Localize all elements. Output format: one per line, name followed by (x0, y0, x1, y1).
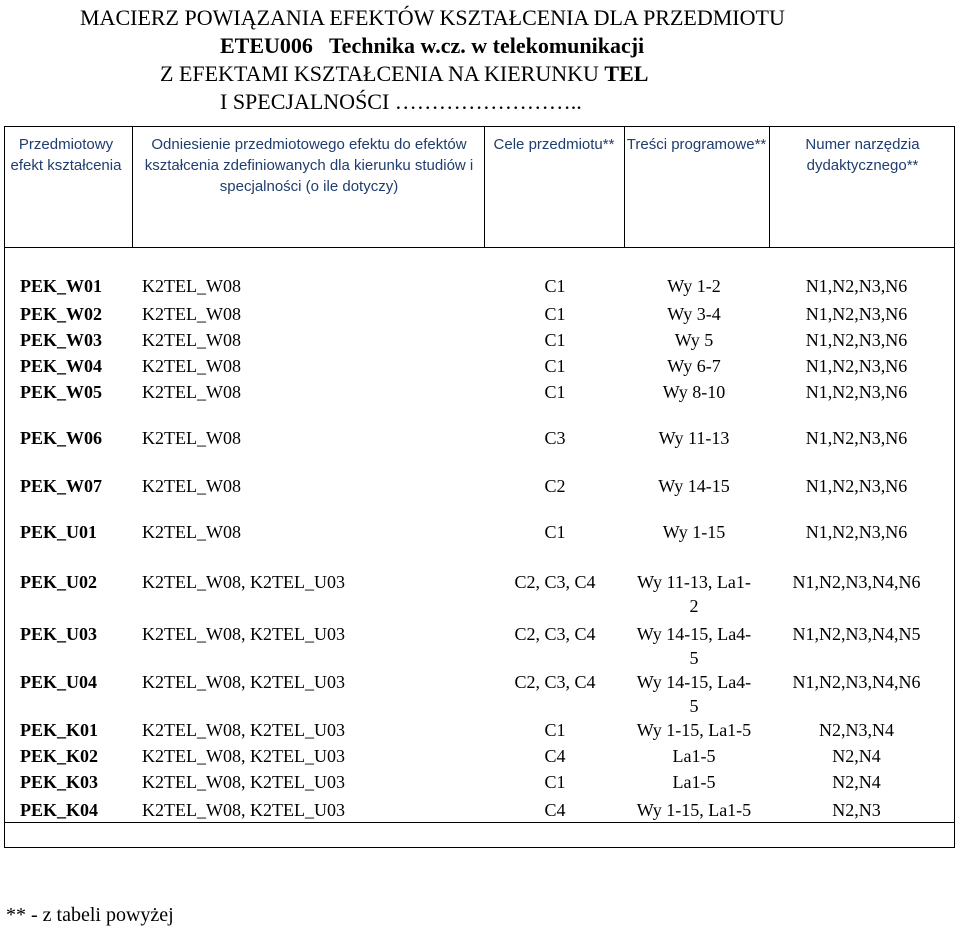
title-line-4: I SPECJALNOŚCI …………………….. (220, 89, 582, 114)
field-reference: K2TEL_W08, K2TEL_U03 (142, 746, 345, 766)
learning-outcome-id: PEK_U04 (20, 672, 98, 692)
teaching-tool: N1,N2,N3,N4,N6 (792, 572, 921, 592)
field-reference: K2TEL_W08 (142, 276, 241, 296)
course-goal: C1 (544, 772, 566, 792)
program-content: Wy 14-15, La4- 5 (636, 624, 752, 668)
title-line-1: MACIERZ POWIĄZANIA EFEKTÓW KSZTAŁCENIA DLA PRZEDMIOTU (80, 5, 785, 30)
field-reference: K2TEL_W08, K2TEL_U03 (142, 720, 345, 740)
program-content: Wy 1-15 (662, 522, 726, 542)
program-content: Wy 11-13, La1- 2 (637, 572, 751, 616)
course-goal: C1 (544, 276, 566, 296)
field-reference: K2TEL_W08, K2TEL_U03 (142, 772, 345, 792)
learning-outcome-id: PEK_U03 (20, 624, 98, 644)
learning-outcome-id: PEK_K02 (20, 746, 99, 766)
teaching-tool: N1,N2,N3,N6 (805, 522, 908, 542)
learning-outcome-id: PEK_K01 (20, 720, 99, 740)
title-line-3-text: Z EFEKTAMI KSZTAŁCENIA NA KIERUNKU (160, 61, 605, 86)
course-goal: C1 (544, 330, 566, 350)
program-content: Wy 6-7 (667, 356, 721, 376)
learning-outcome-id: PEK_W06 (20, 428, 103, 448)
learning-outcome-id: PEK_U02 (20, 572, 98, 592)
header-teaching-tool: Numer narzędzia dydaktycznego** (805, 136, 920, 174)
field-reference: K2TEL_W08, K2TEL_U03 (142, 624, 345, 644)
program-content: La1-5 (672, 772, 716, 792)
program-content: Wy 1-2 (667, 276, 721, 296)
title-line-2 (80, 32, 840, 60)
course-goal: C2, C3, C4 (514, 624, 596, 644)
bottom-divider (4, 822, 955, 823)
field-reference: K2TEL_W08 (142, 356, 241, 376)
program-content: Wy 11-13 (658, 428, 730, 448)
program-content: La1-5 (672, 746, 716, 766)
teaching-tool: N1,N2,N3,N6 (805, 304, 908, 324)
course-goal: C4 (544, 800, 566, 820)
course-goal: C2 (544, 476, 566, 496)
field-reference: K2TEL_W08 (142, 522, 241, 542)
course-goal: C3 (544, 428, 566, 448)
header-program-content: Treści programowe** (626, 136, 767, 153)
field-code: TEL (604, 61, 649, 86)
course-goal: C1 (544, 356, 566, 376)
course-goal: C1 (544, 304, 566, 324)
learning-outcome-id: PEK_W01 (20, 276, 103, 296)
learning-outcome-id: PEK_K04 (20, 800, 99, 820)
teaching-tool: N1,N2,N3,N4,N6 (792, 672, 921, 692)
program-content: Wy 8-10 (662, 382, 726, 402)
teaching-tool: N2,N3 (832, 800, 881, 820)
field-reference: K2TEL_W08, K2TEL_U03 (142, 572, 345, 592)
learning-outcome-id: PEK_W05 (20, 382, 103, 402)
teaching-tool: N1,N2,N3,N6 (805, 476, 908, 496)
program-content: Wy 14-15 (658, 476, 730, 496)
program-content: Wy 1-15, La1-5 (636, 720, 752, 740)
field-reference: K2TEL_W08 (142, 304, 241, 324)
program-content: Wy 3-4 (667, 304, 721, 324)
footnote: ** - z tabeli powyżej (6, 904, 174, 926)
field-reference: K2TEL_W08 (142, 428, 241, 448)
teaching-tool: N1,N2,N3,N4,N5 (792, 624, 921, 644)
course-goal: C1 (544, 720, 566, 740)
title-line-3 (80, 60, 840, 88)
field-reference: K2TEL_W08 (142, 382, 241, 402)
learning-outcome-id: PEK_K03 (20, 772, 99, 792)
learning-outcome-id: PEK_U01 (20, 522, 98, 542)
course-code: ETEU006 (220, 33, 313, 58)
field-reference: K2TEL_W08 (142, 476, 241, 496)
teaching-tool: N1,N2,N3,N6 (805, 330, 908, 350)
course-goal: C2, C3, C4 (514, 672, 596, 692)
course-goal: C1 (544, 522, 566, 542)
learning-outcome-id: PEK_W07 (20, 476, 103, 496)
field-reference: K2TEL_W08, K2TEL_U03 (142, 672, 345, 692)
program-content: Wy 1-15, La1-5 (636, 800, 752, 820)
header-field-reference: Odniesienie przedmiotowego efektu do efektów kształcenia zdefiniowanych dla kierunku studiów i specjalności (o ile dotyczy) (144, 136, 474, 195)
teaching-tool: N1,N2,N3,N6 (805, 356, 908, 376)
field-reference: K2TEL_W08, K2TEL_U03 (142, 800, 345, 820)
course-goal: C2, C3, C4 (514, 572, 596, 592)
document-title (80, 4, 840, 116)
teaching-tool: N2,N4 (832, 772, 881, 792)
program-content: Wy 5 (674, 330, 714, 350)
field-reference: K2TEL_W08 (142, 330, 241, 350)
header-course-goals: Cele przedmiotu** (493, 136, 615, 153)
header-divider (4, 247, 955, 248)
header-learning-outcome: Przedmiotowy efekt kształcenia (10, 136, 122, 174)
learning-outcome-id: PEK_W03 (20, 330, 103, 350)
program-content: Wy 14-15, La4- 5 (636, 672, 752, 716)
teaching-tool: N1,N2,N3,N6 (805, 382, 908, 402)
course-goal: C1 (544, 382, 566, 402)
teaching-tool: N2,N3,N4 (819, 720, 894, 740)
header-separator (132, 126, 133, 247)
teaching-tool: N1,N2,N3,N6 (805, 276, 908, 296)
teaching-tool: N1,N2,N3,N6 (805, 428, 908, 448)
teaching-tool: N2,N4 (832, 746, 881, 766)
course-name: Technika w.cz. w telekomunikacji (312, 33, 645, 58)
learning-outcome-id: PEK_W04 (20, 356, 103, 376)
course-goal: C4 (544, 746, 566, 766)
learning-outcome-id: PEK_W02 (20, 304, 103, 324)
